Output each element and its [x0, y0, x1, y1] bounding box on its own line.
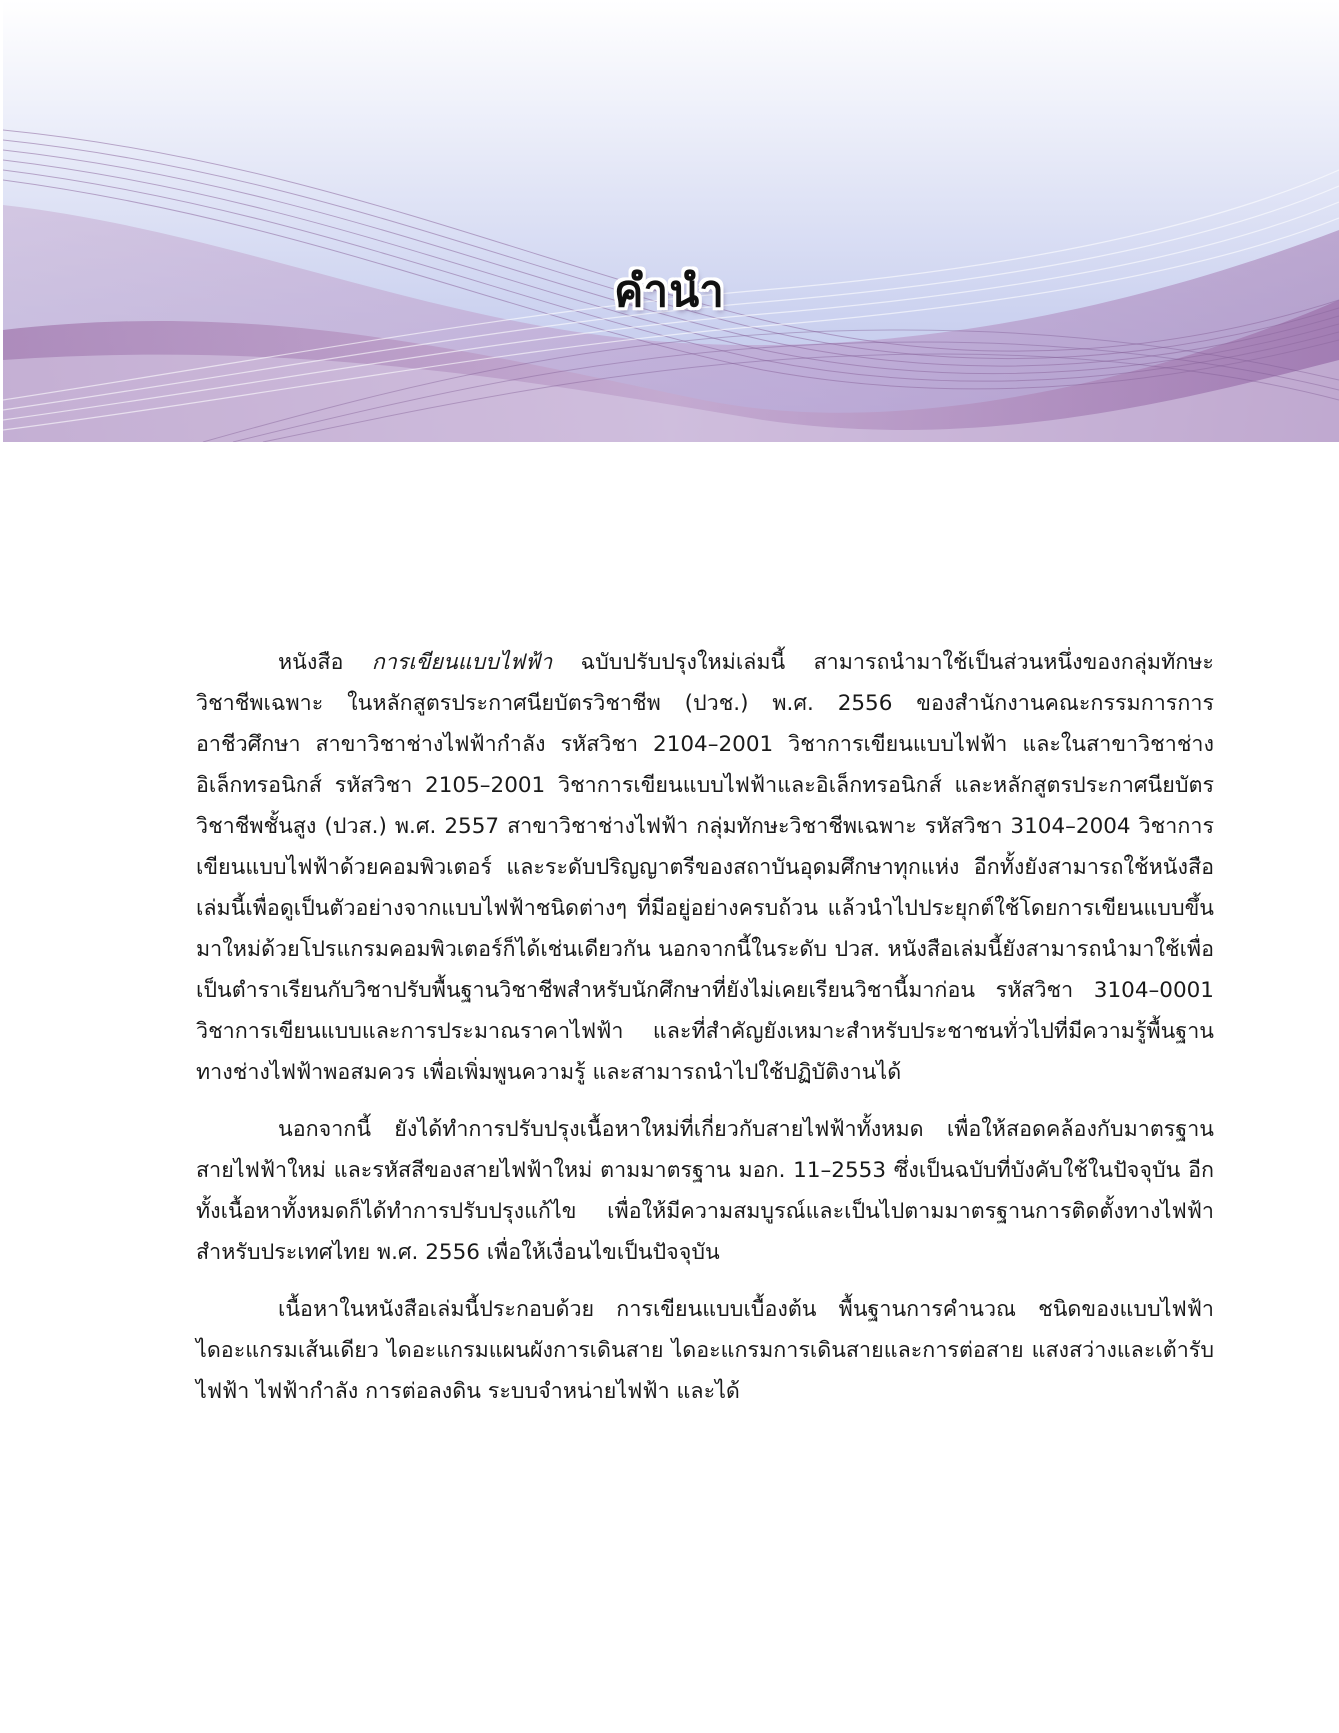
book-title: การเขียนแบบไฟฟ้า [371, 650, 553, 675]
wave-background [3, 0, 1339, 442]
paragraph-1-lead: หนังสือ [278, 650, 372, 675]
paragraph-1 [196, 642, 1214, 1093]
paragraph-2: นอกจากนี้ ยังได้ทำการปรับปรุงเนื้อหาใหม่ที่เกี่ยวกับสายไฟฟ้าทั้งหมด เพื่อให้สอดคล้องกับมาตรฐานสายไฟฟ้าใหม่ และรหัสสีของสายไฟฟ้าใหม่ ตามมาตรฐาน มอก. 11–2553 ซึ่งเป็นฉบับที่บังคับใช้ในปัจจุบัน อีกทั้งเนื้อหาทั้งหมดก็ได้ทำการปรับปรุงแก้ไข เพื่อให้มีความสมบูรณ์และเป็นไปตามมาตรฐานการติดตั้งทางไฟฟ้าสำหรับประเทศไทย พ.ศ. 2556 เพื่อให้เงื่อนไขเป็นปัจจุบัน [196, 1117, 1214, 1265]
paragraph-1-text: ฉบับปรับปรุงใหม่เล่มนี้ สามารถนำมาใช้เป็นส่วนหนึ่งของกลุ่มทักษะวิชาชีพเฉพาะ ในหลักสูตรประกาศนียบัตรวิชาชีพ (ปวช.) พ.ศ. 2556 ของสำนักงานคณะกรรมการการอาชีวศึกษา สาขาวิชาช่างไฟฟ้ากำลัง รหัสวิชา 2104–2001 วิชาการเขียนแบบไฟฟ้า และในสาขาวิชาช่างอิเล็กทรอนิกส์ รหัสวิชา 2105–2001 วิชาการเขียนแบบไฟฟ้าและอิเล็กทรอนิกส์ และหลักสูตรประกาศนียบัตรวิชาชีพชั้นสูง (ปวส.) พ.ศ. 2557 สาขาวิชาช่างไฟฟ้า กลุ่มทักษะวิชาชีพเฉพาะ รหัสวิชา 3104–2004 วิชาการเขียนแบบไฟฟ้าด้วยคอมพิวเตอร์ และระดับปริญญาตรีของสถาบันอุดมศึกษาทุกแห่ง อีกทั้งยังสามารถใช้หนังสือเล่มนี้เพื่อดูเป็นตัวอย่างจากแบบไฟฟ้าชนิดต่างๆ ที่มีอยู่อย่างครบถ้วน แล้วนำไปประยุกต์ใช้โดยการเขียนแบบขึ้นมาใหม่ด้วยโปรแกรมคอมพิวเตอร์ก็ได้เช่นเดียวกัน นอกจากนี้ในระดับ ปวส. หนังสือเล่มนี้ยังสามารถนำมาใช้เพื่อเป็นตำราเรียนกับวิชาปรับพื้นฐานวิชาชีพสำหรับนักศึกษาที่ยังไม่เคยเรียนวิชานี้มาก่อน รหัสวิชา 3104–0001 วิชาการเขียนแบบและการประมาณราคาไฟฟ้า และที่สำคัญยังเหมาะสำหรับประชาชนทั่วไปที่มีความรู้พื้นฐานทางช่างไฟฟ้าพอสมควร เพื่อเพิ่มพูนความรู้ และสามารถนำไปใช้ปฏิบัติงานได้ [196, 650, 1214, 1085]
preface-body [196, 642, 1214, 1428]
paragraph-3: เนื้อหาในหนังสือเล่มนี้ประกอบด้วย การเขียนแบบเบื้องต้น พื้นฐานการคำนวณ ชนิดของแบบไฟฟ้า ไดอะแกรมเส้นเดียว ไดอะแกรมแผนผังการเดินสาย ไดอะแกรมการเดินสายและการต่อสาย แสงสว่างและเต้ารับไฟฟ้า ไฟฟ้ากำลัง การต่อลงดิน ระบบจำหน่ายไฟฟ้า และได้ [196, 1297, 1214, 1404]
header-banner [3, 0, 1339, 442]
page-title: คำนำ [614, 266, 725, 317]
